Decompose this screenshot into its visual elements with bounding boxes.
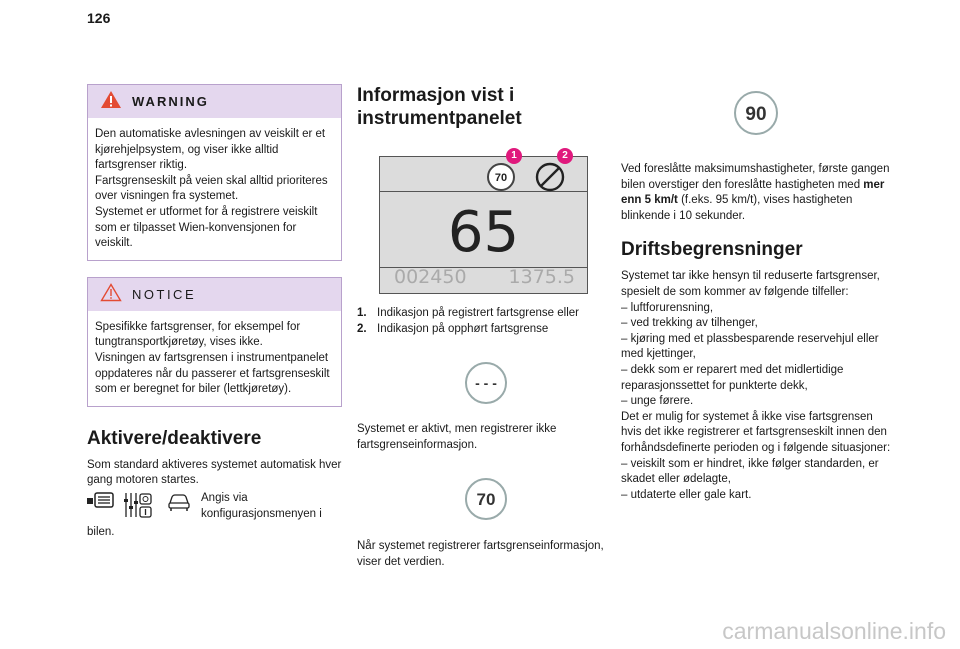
caption-text: Indikasjon på registrert fartsgrense eller — [377, 307, 579, 319]
notice-header — [88, 278, 341, 311]
cluster-trip: 1375.5 — [508, 266, 575, 288]
left-column — [87, 84, 342, 541]
warning-triangle-icon — [100, 90, 122, 114]
no-info-text: Systemet er aktivt, men registrerer ikke fartsgrenseinformasjon. — [357, 423, 557, 451]
warning-header — [88, 85, 341, 118]
activate-intro: Som standard aktiveres systemet automatisk hver gang motoren startes. — [87, 458, 342, 487]
warning-box — [87, 84, 342, 261]
screen-menu-icon — [87, 491, 117, 511]
speed-sign-90-icon — [733, 90, 779, 136]
suggest-text — [621, 162, 891, 224]
limits-heading: Driftsbegrensninger — [621, 239, 803, 261]
sign70-wrap — [357, 477, 615, 521]
activate-tail: bilen. — [87, 525, 115, 538]
caption-list — [357, 306, 615, 337]
page-number: 126 — [87, 10, 111, 26]
suggest-text-a: Ved foreslåtte maksimumshastigheter, første gangen bilen overstiger den foreslåtte hastigheten med — [621, 163, 890, 191]
caption-number: 2. — [357, 322, 367, 335]
cluster-speed: 65 — [447, 200, 520, 265]
notice-title: NOTICE — [132, 286, 197, 302]
suggest-text-b: (f.eks. 95 km/t), vises hastigheten blinkende i 10 sekunder. — [621, 194, 853, 222]
activate-heading: Aktivere/deaktivere — [87, 427, 262, 449]
instrument-cluster-illustration — [379, 148, 588, 294]
vehicle-settings-icon — [123, 491, 153, 521]
cluster-sign-value: 70 — [494, 172, 508, 184]
caption-item — [357, 306, 615, 322]
no-info-sign-text: - - - — [475, 375, 497, 392]
notice-box — [87, 277, 342, 407]
no-info-sign-wrap — [357, 361, 615, 405]
instrument-heading: Informasjon vist i instrumentpanelet — [357, 85, 522, 129]
sign70-text: Når systemet registrerer fartsgrenseinformasjon, viser det verdien. — [357, 540, 604, 568]
caption-text: Indikasjon på opphørt fartsgrense — [377, 322, 549, 335]
speed-sign-70-icon — [464, 477, 508, 521]
caption-item — [357, 322, 615, 338]
sign70-value: 70 — [476, 490, 496, 510]
marker-1: 1 — [506, 148, 522, 164]
limits-body: Systemet tar ikke hensyn til reduserte fartsgrenser, spesielt de som kommer av følgende tilfeller: – luftforurensning, – ved trekking av tilhenger, – kjøring med et plassbesparende reservehjul eller med kjettinger, – dekk som er reparert med det midlertidige reparasjonssettet for punkterte dekk, – unge førere. Det er mulig for systemet å ikke vise fartsgrensen hvis det ikke registrerer et fartsgrenseskilt innen den forhåndsdefinerte perioden og i følgende situasjoner: – veiskilt som er hindret, ikke følger standarden, er skadet eller ødelagte, – utdaterte eller gale kart. — [621, 270, 891, 501]
warning-body: Den automatiske avlesningen av veiskilt er et kjørehjelpsystem, og viser ikke alltid fartsgrenser riktig. Fartsgrenseskilt på veien skal alltid prioriteres over visningen fra systemet. Systemet er utformet for å registrere veiskilt som er tilpasset Wien-konvensjonen for veiskilt. — [95, 128, 328, 250]
cluster-odometer: 002450 — [394, 266, 467, 288]
suggest-text-bold: mer enn 5 km/t — [621, 178, 885, 207]
activation-icons-text: Angis via konfigurasjonsmenyen i — [201, 491, 322, 520]
end-of-limit-icon — [535, 162, 565, 192]
no-info-sign-icon — [464, 361, 508, 405]
car-icon — [167, 491, 191, 513]
marker-2: 2 — [557, 148, 573, 164]
notice-body: Spesifikke fartsgrenser, for eksempel for tungtransportkjøretøy, vises ikke. Visningen av fartsgrensen i instrumentpanelet oppdateres når du passerer et fartsgrenseskilt som er beregnet for biler (lettkjøretøy). — [95, 320, 330, 396]
activation-icons-row — [87, 491, 342, 525]
warning-title: WARNING — [132, 93, 209, 109]
notice-triangle-icon — [100, 283, 122, 307]
watermark: carmanualsonline.info — [722, 618, 946, 644]
middle-column — [357, 84, 615, 571]
caption-number: 1. — [357, 307, 367, 319]
right-column — [621, 90, 891, 503]
sign90-wrap — [621, 90, 891, 136]
sign90-value: 90 — [745, 104, 767, 125]
speed-limit-sign-icon — [486, 162, 516, 192]
